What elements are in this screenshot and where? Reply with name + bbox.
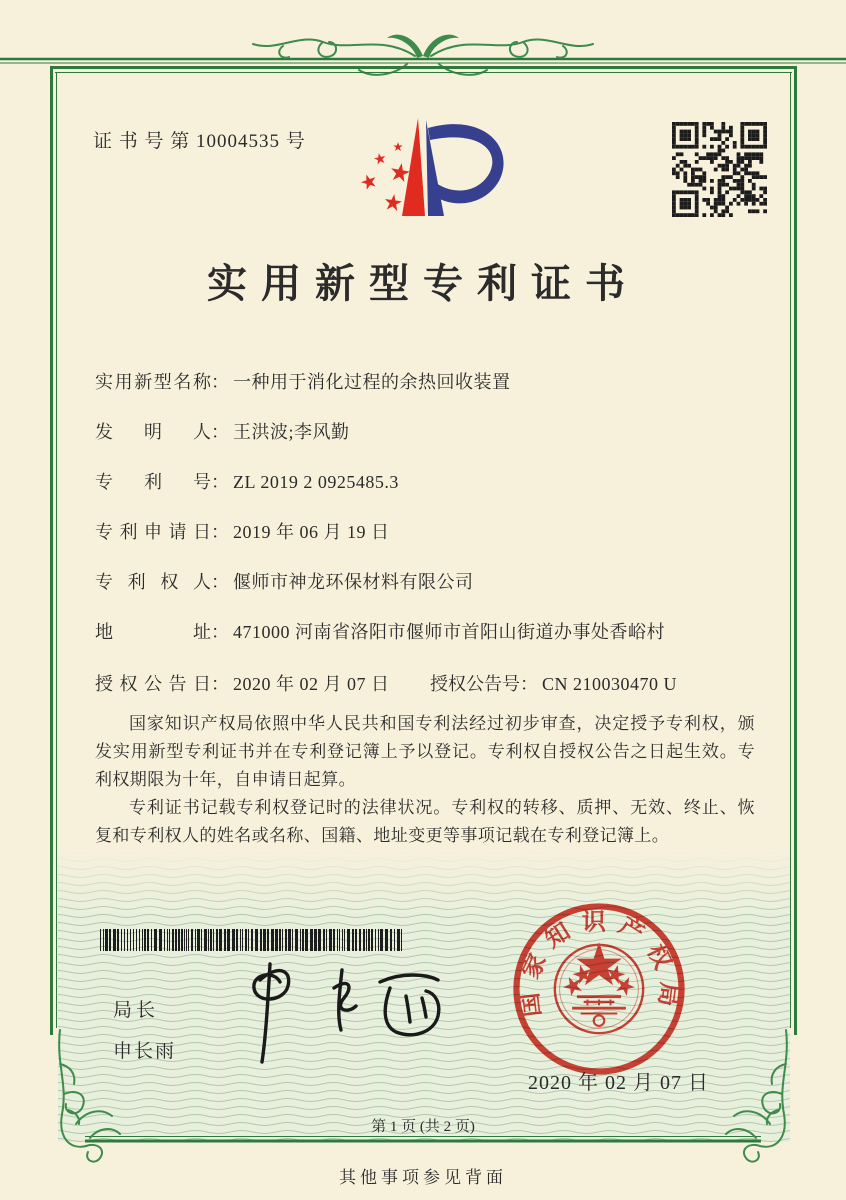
field-value: 王洪波;李风勤 [233,422,350,442]
director-signature [222,958,472,1073]
seal-text: 国家知识产权局 [516,909,682,1019]
field-label: 专利权人 [95,572,211,592]
legal-paragraph-1: 国家知识产权局依照中华人民共和国专利法经过初步审查，决定授予专利权，颁发实用新型专利证书并在专利登记簿上予以登记。专利权自授权公告之日起生效。专利权期限为十年，自申请日起算。 [95,714,755,789]
page-number: 第 1 页 (共 2 页) [371,1119,475,1135]
field-row-inventors: 发明人 ： 王洪波;李风勤 [95,418,760,468]
grant-date-value: 2020 年 02 月 07 日 [233,674,390,694]
field-label: 专利号 [95,472,211,492]
seal-date: 2020 年 02 月 07 日 [528,1072,709,1094]
legal-paragraph-2: 专利证书记载专利权登记时的法律状况。专利权的转移、质押、无效、终止、恢复和专利权人的姓名或名称、国籍、地址变更等事项记载在专利登记簿上。 [95,798,755,845]
field-row-filing-date: 专利申请日 ： 2019 年 06 月 19 日 [95,518,760,568]
field-label: 发明人 [95,422,211,442]
grant-no-value: CN 210030470 U [542,674,678,694]
logo-stars [359,142,411,211]
field-value: 471000 河南省洛阳市偃师市首阳山街道办事处香峪村 [233,622,665,642]
field-label: 专利申请日 [95,522,211,542]
grant-no-label: 授权公告号 [430,674,520,694]
back-side-note: 其他事项参见背面 [339,1168,507,1187]
field-label: 地址 [95,622,211,642]
field-value: 2019 年 06 月 19 日 [233,522,390,542]
cnipa-logo-icon [338,104,522,236]
field-value: 一种用于消化过程的余热回收装置 [233,372,511,392]
national-emblem-icon [555,945,643,1033]
qr-code [672,122,767,217]
field-label: 实用新型名称 [95,372,211,392]
barcode [100,929,410,951]
field-row-name: 实用新型名称 ： 一种用于消化过程的余热回收装置 [95,368,760,418]
official-seal [503,893,695,1085]
director-name: 申长雨 [113,1041,177,1062]
legal-text [95,710,755,850]
certificate-title: 实用新型专利证书 [207,261,639,306]
field-value: 偃师市神龙环保材料有限公司 [233,572,474,592]
director-title: 局长 [113,1000,160,1021]
field-row-address: 地址 ： 471000 河南省洛阳市偃师市首阳山街道办事处香峪村 [95,618,760,668]
certificate-fields [95,368,760,720]
field-row-patentee: 专利权人 ： 偃师市神龙环保材料有限公司 [95,568,760,618]
certificate-number: 证 书 号 第 10004535 号 [93,131,306,152]
grant-date-label: 授权公告日 [95,674,211,694]
field-row-patent-no: 专利号 ： ZL 2019 2 0925485.3 [95,468,760,518]
grant-number-group: 授权公告号 ： CN 210030470 U [430,670,677,696]
field-row-grant: 授权公告日 ： 2020 年 02 月 07 日 授权公告号 ： CN 210030470 U [95,670,760,720]
field-value: ZL 2019 2 0925485.3 [233,472,399,492]
